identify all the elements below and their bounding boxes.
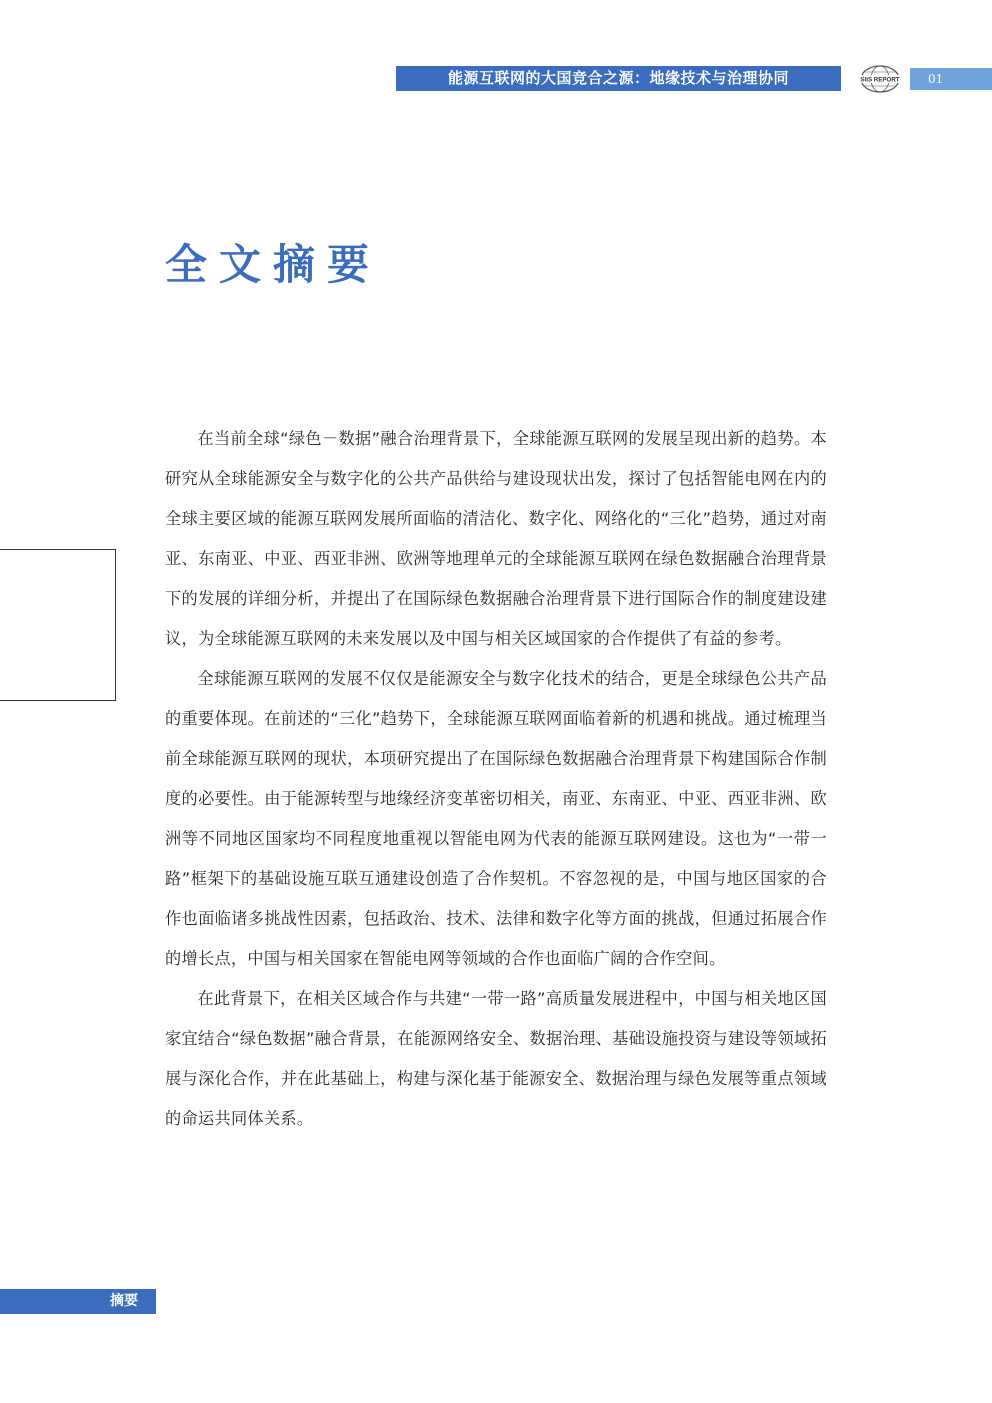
side-frame-decoration <box>0 549 116 701</box>
page-number-bar <box>910 68 992 90</box>
page-title: 全文摘要 <box>165 240 382 289</box>
page-number: 01 <box>928 72 944 86</box>
abstract-paragraph: 全球能源互联网的发展不仅仅是能源安全与数字化技术的结合，更是全球绿色公共产品的重要体现。在前述的“三化”趋势下，全球能源互联网面临着新的机遇和挑战。通过梳理当前全球能源互联网的现状，本项研究提出了在国际绿色数据融合治理背景下构建国际合作制度的必要性。由于能源转型与地缘经济变革密切相关，南亚、东南亚、中亚、西亚非洲、欧洲等不同地区国家均不同程度地重视以智能电网为代表的能源互联网建设。这也为“一带一路”框架下的基础设施互联互通建设创造了合作契机。不容忽视的是，中国与地区国家的合作也面临诸多挑战性因素，包括政治、技术、法律和数字化等方面的挑战，但通过拓展合作的增长点，中国与相关国家在智能电网等领域的合作也面临广阔的合作空间。 <box>165 669 827 968</box>
header-title: 能源互联网的大国竞合之源：地缘技术与治理协同 <box>447 69 789 87</box>
abstract-paragraph: 在此背景下，在相关区域合作与共建“一带一路”高质量发展进程中，中国与相关地区国家宜结合“绿色数据”融合背景，在能源网络安全、数据治理、基础设施投资与建设等领域拓展与深化合作，并在此基础上，构建与深化基于能源安全、数据治理与绿色发展等重点领域的命运共同体关系。 <box>165 989 827 1128</box>
footer-section-tab <box>0 1289 156 1314</box>
svg-text:SIIS REPORT: SIIS REPORT <box>860 76 900 84</box>
header-title-bar <box>396 66 841 91</box>
siis-report-logo <box>858 64 902 94</box>
footer-section-label: 摘要 <box>110 1293 138 1309</box>
abstract-body <box>165 419 827 1139</box>
abstract-paragraph: 在当前全球“绿色－数据”融合治理背景下，全球能源互联网的发展呈现出新的趋势。本研究从全球能源安全与数字化的公共产品供给与建设现状出发，探讨了包括智能电网在内的全球主要区域的能源互联网发展所面临的清洁化、数字化、网络化的“三化”趋势，通过对南亚、东南亚、中亚、西亚非洲、欧洲等地理单元的全球能源互联网在绿色数据融合治理背景下的发展的详细分析，并提出了在国际绿色数据融合治理背景下进行国际合作的制度建设建议，为全球能源互联网的未来发展以及中国与相关区域国家的合作提供了有益的参考。 <box>165 429 827 648</box>
